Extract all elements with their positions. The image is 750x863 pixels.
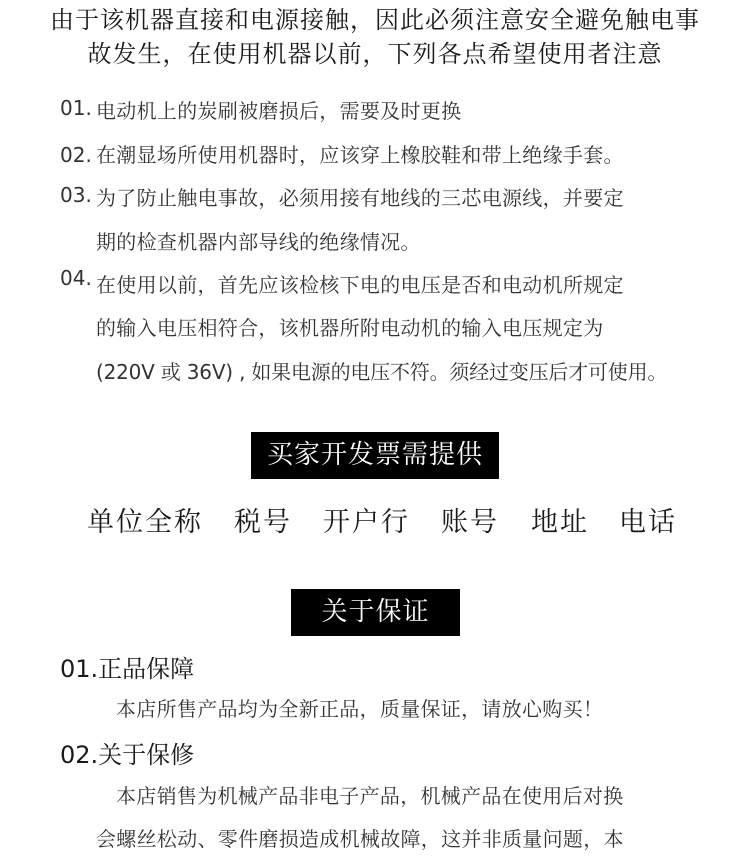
- note-number: 01.: [60, 96, 92, 120]
- note-number: 04.: [60, 266, 92, 290]
- section-text: 会螺丝松动、零件磨损造成机械故障，这并非质量问题，本: [96, 827, 624, 851]
- warning-line-2: 故发生，在使用机器以前，下列各点希望使用者注意: [87, 40, 663, 68]
- note-text: 电动机上的炭刷被磨损后，需要及时更换: [96, 99, 462, 123]
- invoice-item: 单位全称: [87, 507, 203, 538]
- note-number: 03.: [60, 183, 92, 207]
- note-text: 为了防止触电事故，必须用接有地线的三芯电源线，并要定: [96, 186, 624, 210]
- note-text: 期的检查机器内部导线的绝缘情况。: [96, 230, 421, 254]
- invoice-item: 开户行: [323, 507, 410, 538]
- section-title: 01.正品保障: [60, 655, 195, 683]
- invoice-item: 电话: [619, 507, 677, 538]
- note-text: 在潮显场所使用机器时，应该穿上橡胶鞋和带上绝缘手套。: [96, 143, 624, 167]
- note-text: 在使用以前，首先应该检核下电的电压是否和电动机所规定: [96, 273, 624, 297]
- note-number: 02.: [60, 143, 92, 167]
- warning-line-1: 由于该机器直接和电源接触，因此必须注意安全避免触电事: [50, 6, 700, 34]
- section-title: 02.关于保修: [60, 741, 195, 769]
- note-text: 的输入电压相符合，该机器所附电动机的输入电压规定为: [96, 316, 604, 340]
- note-text: (220V 或 36V) , 如果电源的电压不符。须经过变压后才可使用。: [96, 360, 668, 384]
- invoice-heading: 买家开发票需提供: [251, 432, 499, 479]
- invoice-item: 账号: [441, 507, 499, 538]
- invoice-item: 税号: [234, 507, 292, 538]
- section-text: 本店销售为机械产品非电子产品，机械产品在使用后对换: [116, 784, 624, 808]
- guarantee-heading: 关于保证: [291, 589, 460, 636]
- invoice-item: 地址: [531, 507, 589, 538]
- section-text: 本店所售产品均为全新正品，质量保证，请放心购买！: [116, 697, 604, 721]
